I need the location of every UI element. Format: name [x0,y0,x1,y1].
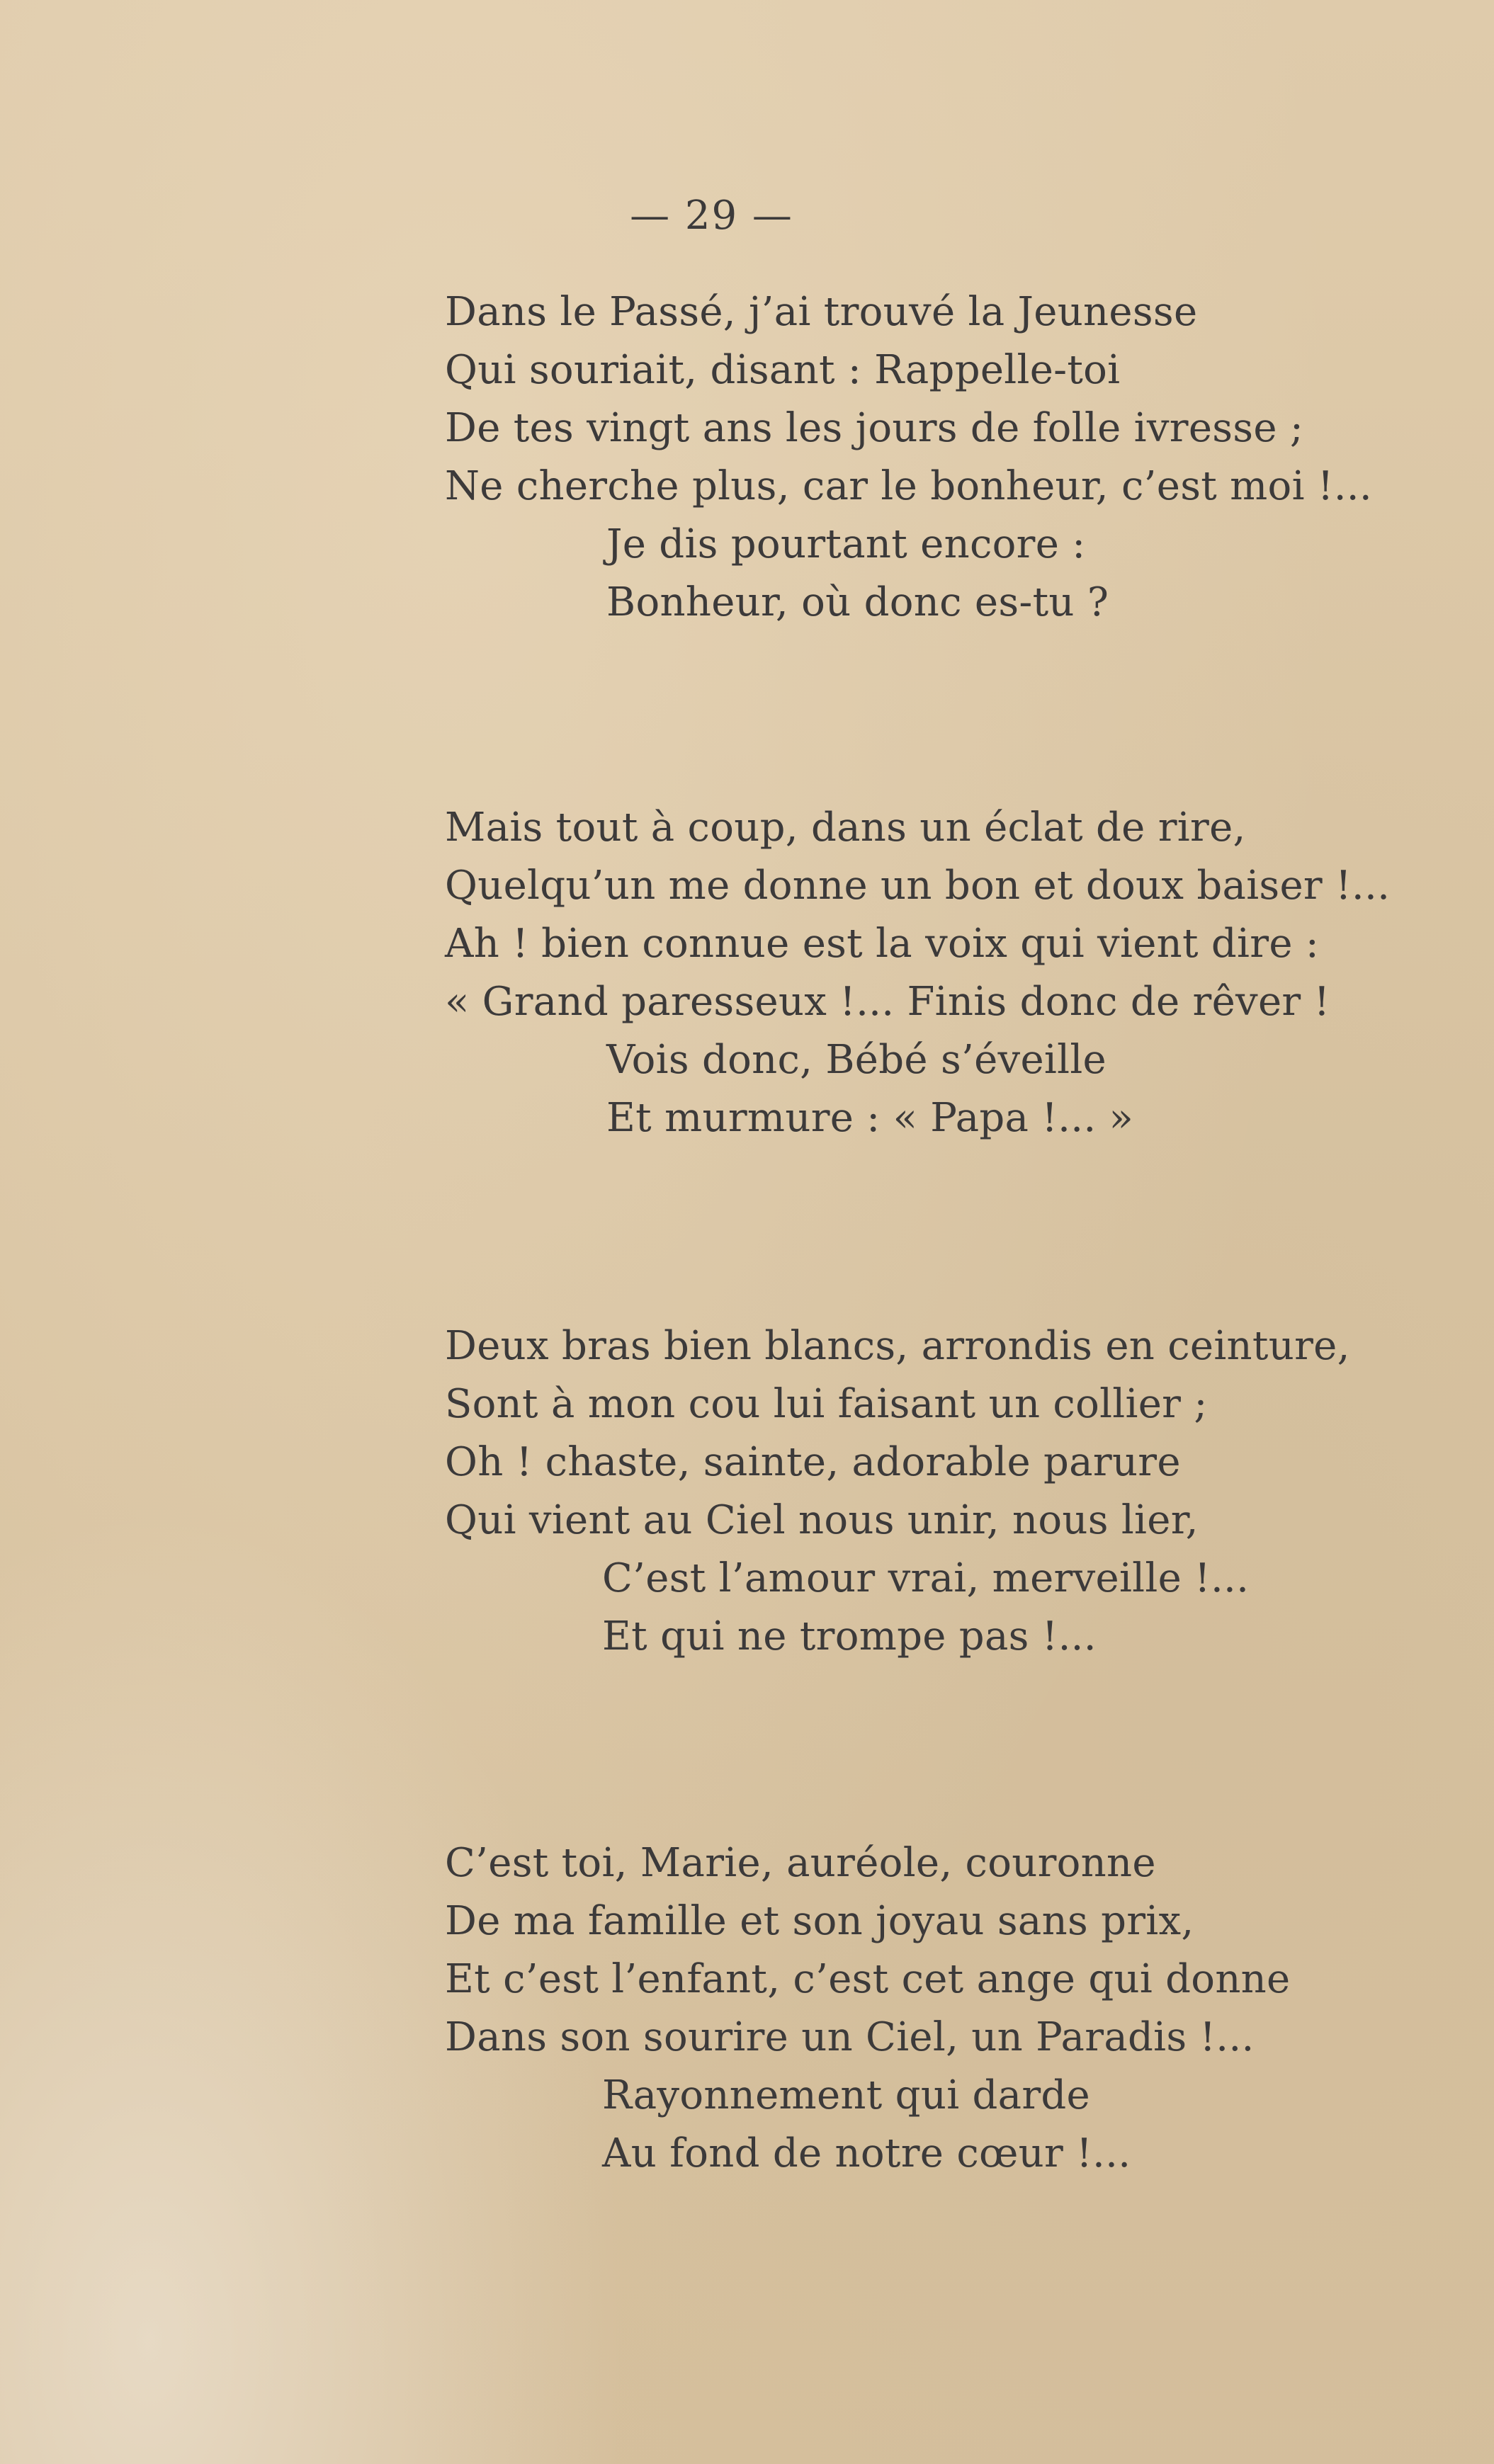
verse-line-indented: Et murmure : « Papa !... » [606,1095,1134,1141]
stanza-1 [445,283,1465,632]
verse-line-indented: C’est l’amour vrai, merveille !... [602,1555,1250,1601]
verse-line-indented: Bonheur, où donc es-tu ? [606,579,1109,625]
stanza-3 [445,1317,1465,1666]
verse-line: Dans le Passé, j’ai trouvé la Jeunesse [445,289,1198,335]
verse-line: C’est toi, Marie, auréole, couronne [445,1840,1156,1886]
verse-line-indented: Je dis pourtant encore : [606,521,1086,567]
verse-line: De ma famille et son joyau sans prix, [445,1898,1194,1944]
verse-line: Oh ! chaste, sainte, adorable parure [445,1439,1181,1485]
verse-line-indented: Vois donc, Bébé s’éveille [606,1037,1107,1083]
verse-line: Mais tout à coup, dans un éclat de rire, [445,805,1246,851]
verse-line: Qui souriait, disant : Rappelle-toi [445,347,1121,393]
verse-line: Quelqu’un me donne un bon et doux baiser !... [445,863,1391,909]
stanza-2 [445,799,1465,1147]
verse-line: Sont à mon cou lui faisant un collier ; [445,1381,1208,1427]
verse-line-indented: Rayonnement qui darde [602,2072,1090,2118]
verse-line: De tes vingt ans les jours de folle ivresse ; [445,405,1304,451]
verse-line: Qui vient au Ciel nous unir, nous lier, [445,1497,1199,1543]
stanza-4 [445,1834,1465,2183]
verse-line: Ah ! bien connue est la voix qui vient dire : [445,921,1320,967]
verse-line: Et c’est l’enfant, c’est cet ange qui donne [445,1956,1291,2002]
verse-line-indented: Et qui ne trompe pas !... [602,1613,1097,1659]
verse-line: « Grand paresseux !... Finis donc de rêver ! [445,979,1330,1025]
verse-line: Deux bras bien blancs, arrondis en ceinture, [445,1323,1350,1369]
verse-line: Ne cherche plus, car le bonheur, c’est moi !... [445,463,1372,509]
page-number: — 29 — [630,193,793,239]
verse-line-indented: Au fond de notre cœur !... [602,2130,1131,2176]
verse-line: Dans son sourire un Ciel, un Paradis !... [445,2014,1255,2060]
